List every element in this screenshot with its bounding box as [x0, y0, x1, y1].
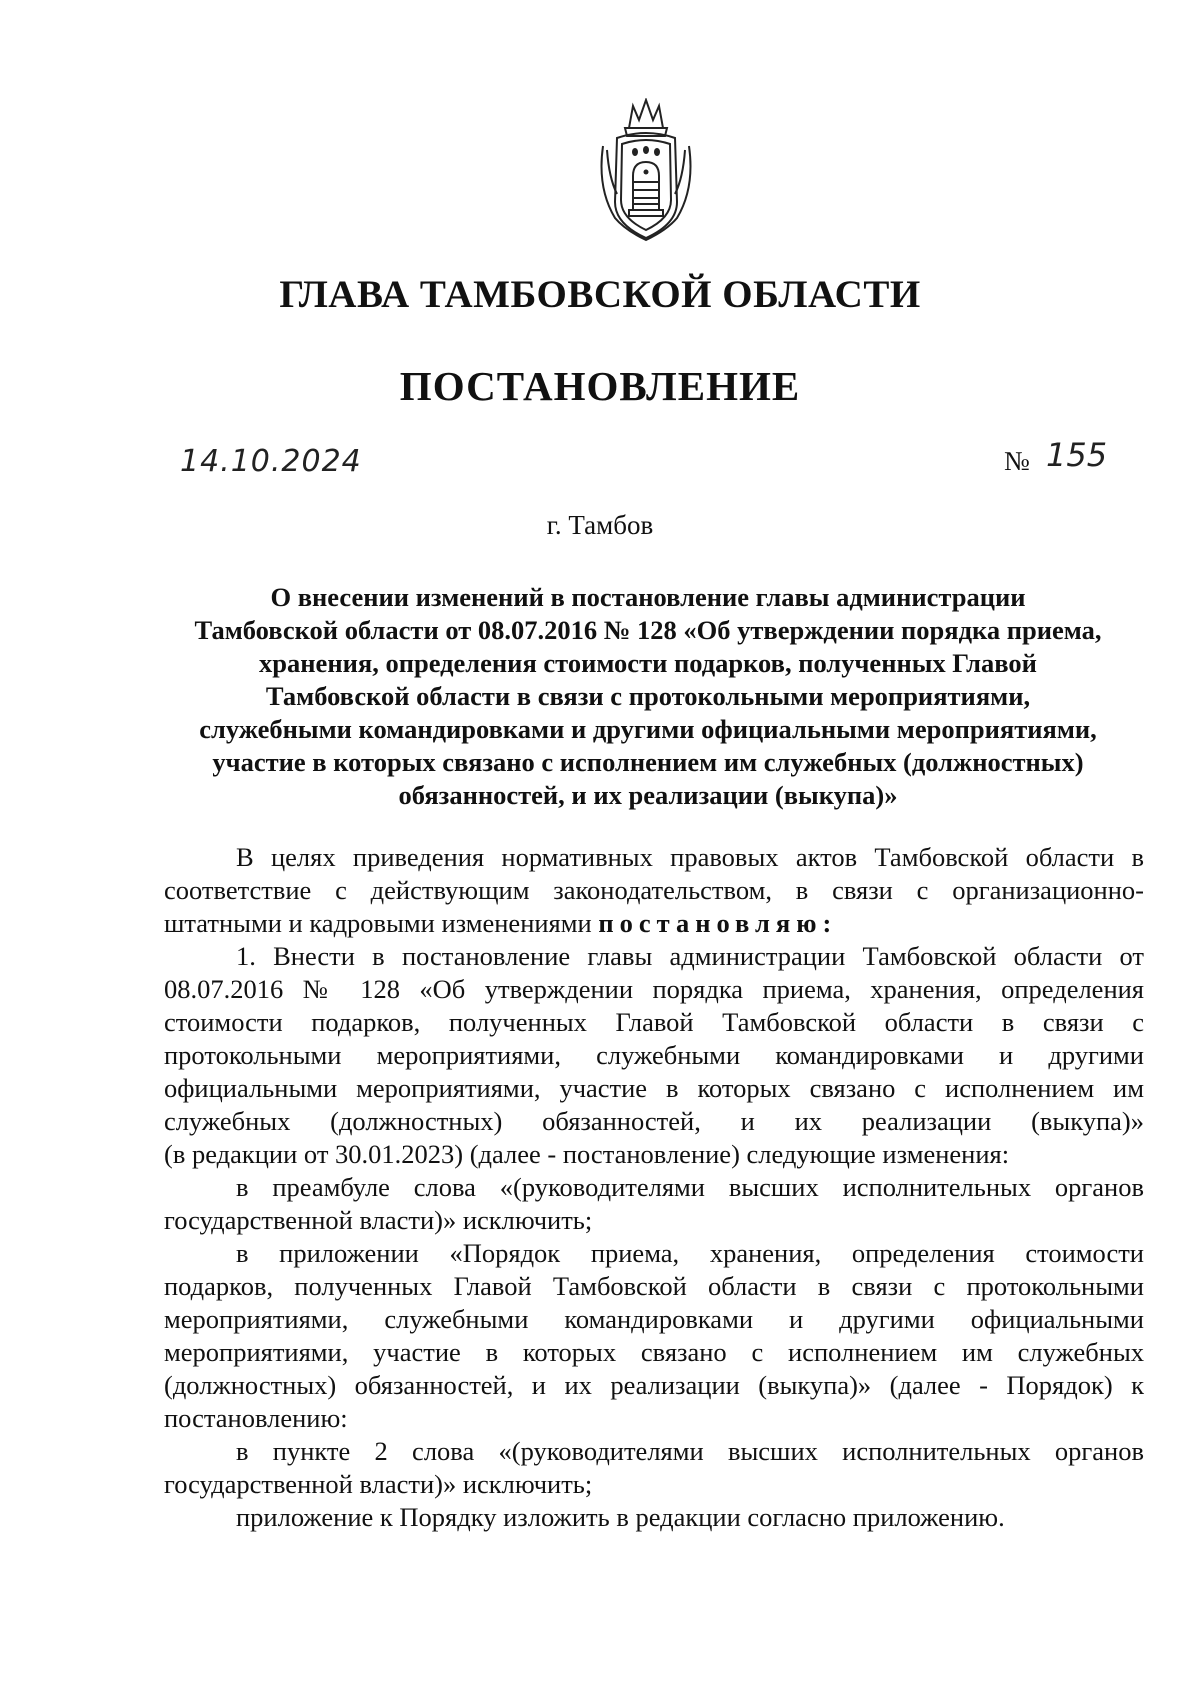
body-line: государственной власти)» исключить; [164, 1469, 593, 1499]
subject-line: Тамбовской области в связи с протокольными мероприятиями, [265, 681, 1031, 711]
body-line: соответствие с действующим законодательством, в связи с организационно- [164, 875, 1144, 905]
document-body [164, 841, 1144, 1534]
body-line: протокольными мероприятиями, служебными командировками и другими [164, 1040, 1144, 1070]
body-line: в приложении «Порядок приема, хранения, определения стоимости [236, 1238, 1144, 1268]
document-subject [160, 581, 1136, 812]
resolution-keyword: постановляю: [598, 908, 838, 938]
body-line: 08.07.2016 № 128 «Об утверждении порядка приема, хранения, определения [164, 974, 1144, 1004]
body-line: (в редакции от 30.01.2023) (далее - постановление) следующие изменения: [164, 1139, 1010, 1169]
body-line: в пункте 2 слова «(руководителями высших исполнительных органов [236, 1436, 1144, 1466]
subject-line: О внесении изменений в постановление главы администрации [270, 582, 1026, 612]
body-line: приложение к Порядку изложить в редакции согласно приложению. [236, 1502, 1005, 1532]
body-line: (должностных) обязанностей, и их реализации (выкупа)» (далее - Порядок) к [164, 1370, 1144, 1400]
body-line: постановлению: [164, 1403, 348, 1433]
body-line: государственной власти)» исключить; [164, 1205, 593, 1235]
document-number: 155 [1046, 436, 1108, 474]
subject-line: обязанностей, и их реализации (выкупа)» [398, 780, 898, 810]
body-line [164, 907, 1144, 940]
body-text: штатными и кадровыми изменениями [164, 908, 592, 938]
body-line: стоимости подарков, полученных Главой Тамбовской области в связи с [164, 1007, 1144, 1037]
document-type-title: ПОСТАНОВЛЕНИЕ [399, 363, 801, 409]
subject-line: служебными командировками и другими официальными мероприятиями, [199, 714, 1097, 744]
document-date: 14.10.2024 [180, 444, 362, 479]
number-label: № [1004, 446, 1030, 476]
subject-line: участие в которых связано с исполнением им служебных (должностных) [212, 747, 1084, 777]
body-line: официальными мероприятиями, участие в которых связано с исполнением им [164, 1073, 1144, 1103]
city-line: г. Тамбов [546, 510, 654, 540]
body-line: подарков, полученных Главой Тамбовской области в связи с протокольными [164, 1271, 1144, 1301]
body-line: служебных (должностных) обязанностей, и их реализации (выкупа)» [164, 1106, 1144, 1136]
body-line: в преамбуле слова «(руководителями высших исполнительных органов [236, 1172, 1144, 1202]
subject-line: Тамбовской области от 08.07.2016 № 128 «Об утверждении порядка приема, [194, 615, 1102, 645]
body-line: 1. Внести в постановление главы администрации Тамбовской области от [236, 941, 1144, 971]
body-line: мероприятиями, участие в которых связано с исполнением им служебных [164, 1337, 1144, 1367]
body-line: мероприятиями, служебными командировками и другими официальными [164, 1304, 1144, 1334]
org-title: ГЛАВА ТАМБОВСКОЙ ОБЛАСТИ [279, 273, 921, 316]
body-line: В целях приведения нормативных правовых актов Тамбовской области в [236, 842, 1144, 872]
subject-line: хранения, определения стоимости подарков, полученных Главой [259, 648, 1037, 678]
coat-of-arms-icon [595, 98, 697, 246]
